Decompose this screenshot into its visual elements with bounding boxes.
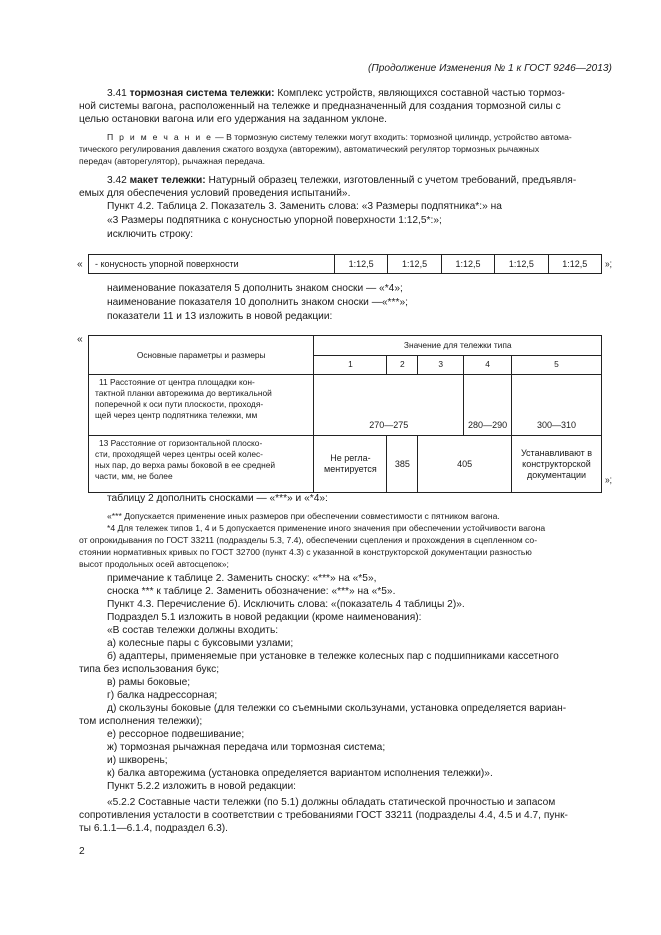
cell-line: документации <box>526 469 587 480</box>
cell-line: Не регла- <box>330 453 371 463</box>
note-text: — В тормозную систему тележки могут входить: тормозной цилиндр, устройство автома- <box>215 132 572 142</box>
text-line: е) рессорное подвешивание; <box>107 729 245 740</box>
parameter-11-label <box>89 375 314 436</box>
table-cell: 1:12,5 <box>334 255 387 274</box>
clause-3-41-line-3: целью остановки вагона или его удержания на заданном уклоне. <box>79 114 387 125</box>
column-header-type: 2 <box>387 355 418 375</box>
text-line: Пункт 4.3. Перечисление б). Исключить слова: «(показатель 4 таблицы 2)». <box>107 599 465 610</box>
footnote-4-line: стоянии нормативных кривых по ГОСТ 32700 (пункт 4.3) с указанной в конструкторской документации разностью <box>79 547 532 557</box>
clause-3-42-line-1 <box>107 174 576 187</box>
clause-text: Комплекс устройств, являющихся составной частью тормоз- <box>277 88 565 99</box>
table-cell <box>512 436 602 493</box>
note-label: П р и м е ч а н и е <box>107 132 213 142</box>
text-line: «5.2.2 Составные части тележки (по 5.1) должны обладать статической прочностью и запасом <box>107 797 556 808</box>
table-cell: 385 <box>387 436 418 493</box>
footnote-3-star: «*** Допускается применение иных размеров при обеспечении совместимости с пятником вагона. <box>107 511 500 521</box>
column-header-type: 5 <box>512 355 602 375</box>
text-line: «В состав тележки должны входить: <box>107 625 279 636</box>
text-line: Пункт 5.2.2 изложить в новой редакции: <box>107 781 297 792</box>
text-line: наименование показателя 10 дополнить знаком сноски —«***»; <box>107 297 408 308</box>
page-number: 2 <box>79 846 85 857</box>
text-line: Подраздел 5.1 изложить в новой редакции (кроме наименования): <box>107 612 422 623</box>
text-line: таблицу 2 дополнить сносками — «***» и «*4»: <box>107 493 328 504</box>
footnote-4-line: от опрокидывания по ГОСТ 33211 (подразделы 5.3, 7.4), обеспечении сцепления и прохождения в сцепленном со- <box>79 535 538 545</box>
parameters-table <box>88 335 602 493</box>
text-line: сопротивления усталости в соответствии с требованиями ГОСТ 33211 (подразделы 4.4, 4.5 и 4.7, пунк- <box>79 810 568 821</box>
text-line: типа без использования букс; <box>79 664 220 675</box>
table-header-row <box>89 336 602 356</box>
table-cell: 1:12,5 <box>441 255 494 274</box>
label-line: поперечной к оси пути плоскости, проходя- <box>95 399 264 409</box>
column-header-type: 4 <box>464 355 512 375</box>
label-line: 13 Расстояние от горизонтальной плоско- <box>99 438 263 448</box>
clause-term: макет тележки: <box>129 175 206 186</box>
text-line: г) балка надрессорная; <box>107 690 218 701</box>
note-line-2: тического регулирования давления сжатого воздуха (авторежим), автоматический регулятор тормозных рычажных <box>79 144 540 154</box>
column-header-type: 1 <box>314 355 387 375</box>
column-header-type: 3 <box>418 355 464 375</box>
close-quote: »; <box>605 475 613 486</box>
clause-3-41-line-2: ной системы вагона, расположенный на тележке и предназначенный для создания тормозной силы с <box>79 101 561 112</box>
text-line: «3 Размеры подпятника с конусностью упорной поверхности 1:12,5*:»; <box>107 215 442 226</box>
table-cell: 1:12,5 <box>495 255 548 274</box>
note-line-1 <box>107 132 572 144</box>
table-row <box>89 436 602 493</box>
label-line: части, мм, не более <box>95 471 173 481</box>
clause-term: тормозная система тележки: <box>129 88 275 99</box>
text-line: в) рамы боковые; <box>107 677 191 688</box>
table-row <box>89 255 602 274</box>
text-line: ты 6.1.1—6.1.4, подраздел 6.3). <box>79 823 228 834</box>
text-line: б) адаптеры, применяемые при установке в тележке колесных пар с подшипниками кассетного <box>107 651 559 662</box>
clause-3-42-line-2: емых для обеспечения условий проведения испытаний». <box>79 188 351 199</box>
text-line: а) колесные пары с буксовыми узлами; <box>107 638 294 649</box>
text-line: примечание к таблице 2. Заменить сноску: «***» на «*5», <box>107 573 377 584</box>
removed-row-table <box>88 254 602 274</box>
column-header-group: Значение для тележки типа <box>314 336 602 356</box>
text-line: и) шкворень; <box>107 755 168 766</box>
text-line: наименование показателя 5 дополнить знаком сноски — «*4»; <box>107 283 403 294</box>
table-cell: 405 <box>418 436 512 493</box>
cell-line: ментируется <box>324 464 377 474</box>
open-quote: « <box>77 334 83 345</box>
table-cell <box>314 436 387 493</box>
note-line-3: передач (авторегулятор), рычажная передача. <box>79 156 265 166</box>
text-line: д) скользуны боковые (для тележки со съемными скользунами, установка определяется вариан- <box>107 703 567 714</box>
close-quote: »; <box>605 259 613 270</box>
table-cell: 1:12,5 <box>548 255 601 274</box>
text-line: показатели 11 и 13 изложить в новой редакции: <box>107 311 333 322</box>
text-line: исключить строку: <box>107 229 194 240</box>
table-row <box>89 375 602 436</box>
table-cell: 280—290 <box>464 375 512 436</box>
table-cell: 270—275 <box>314 375 464 436</box>
footnote-4-line: высот продольных осей автосцепок»; <box>79 559 229 569</box>
column-header-parameters: Основные параметры и размеры <box>89 336 314 375</box>
text-line: ж) тормозная рычажная передача или тормозная система; <box>107 742 386 753</box>
label-line: сти, проходящей через центры осей колес- <box>95 449 263 459</box>
text-line: сноска *** к таблице 2. Заменить обозначение: «***» на «*5». <box>107 586 396 597</box>
label-line: щей через центр подпятника тележки, мм <box>95 410 258 420</box>
label-line: ных пар, до верха рамы боковой в ее средней <box>95 460 276 470</box>
open-quote: « <box>77 259 83 270</box>
row-label: - конусность упорной поверхности <box>89 255 335 274</box>
footnote-4-line: *4 Для тележек типов 1, 4 и 5 допускается применение иного значения при обеспечении устойчивости вагона <box>107 523 546 533</box>
label-line: тактной планки авторежима до вертикальной <box>95 388 272 398</box>
cell-line: конструкторской <box>522 458 591 469</box>
text-line: том исполнения тележки); <box>79 716 203 727</box>
label-line: 11 Расстояние от центра площадки кон- <box>99 377 255 387</box>
text-line: к) балка авторежима (установка определяется вариантом исполнения тележки)». <box>107 768 493 779</box>
cell-line: Устанавливают в <box>520 447 593 458</box>
clause-text: Натурный образец тележки, изготовленный с учетом требований, предъявля- <box>208 175 577 186</box>
clause-number: 3.42 <box>107 175 127 186</box>
text-line: Пункт 4.2. Таблица 2. Показатель 3. Заменить слова: «3 Размеры подпятника*:» на <box>107 201 502 212</box>
parameter-13-label <box>89 436 314 493</box>
clause-3-41-line-1 <box>107 87 565 100</box>
table-cell: 1:12,5 <box>388 255 441 274</box>
table-cell: 300—310 <box>512 375 602 436</box>
clause-number: 3.41 <box>107 88 127 99</box>
running-header: (Продолжение Изменения № 1 к ГОСТ 9246—2013) <box>368 63 613 74</box>
